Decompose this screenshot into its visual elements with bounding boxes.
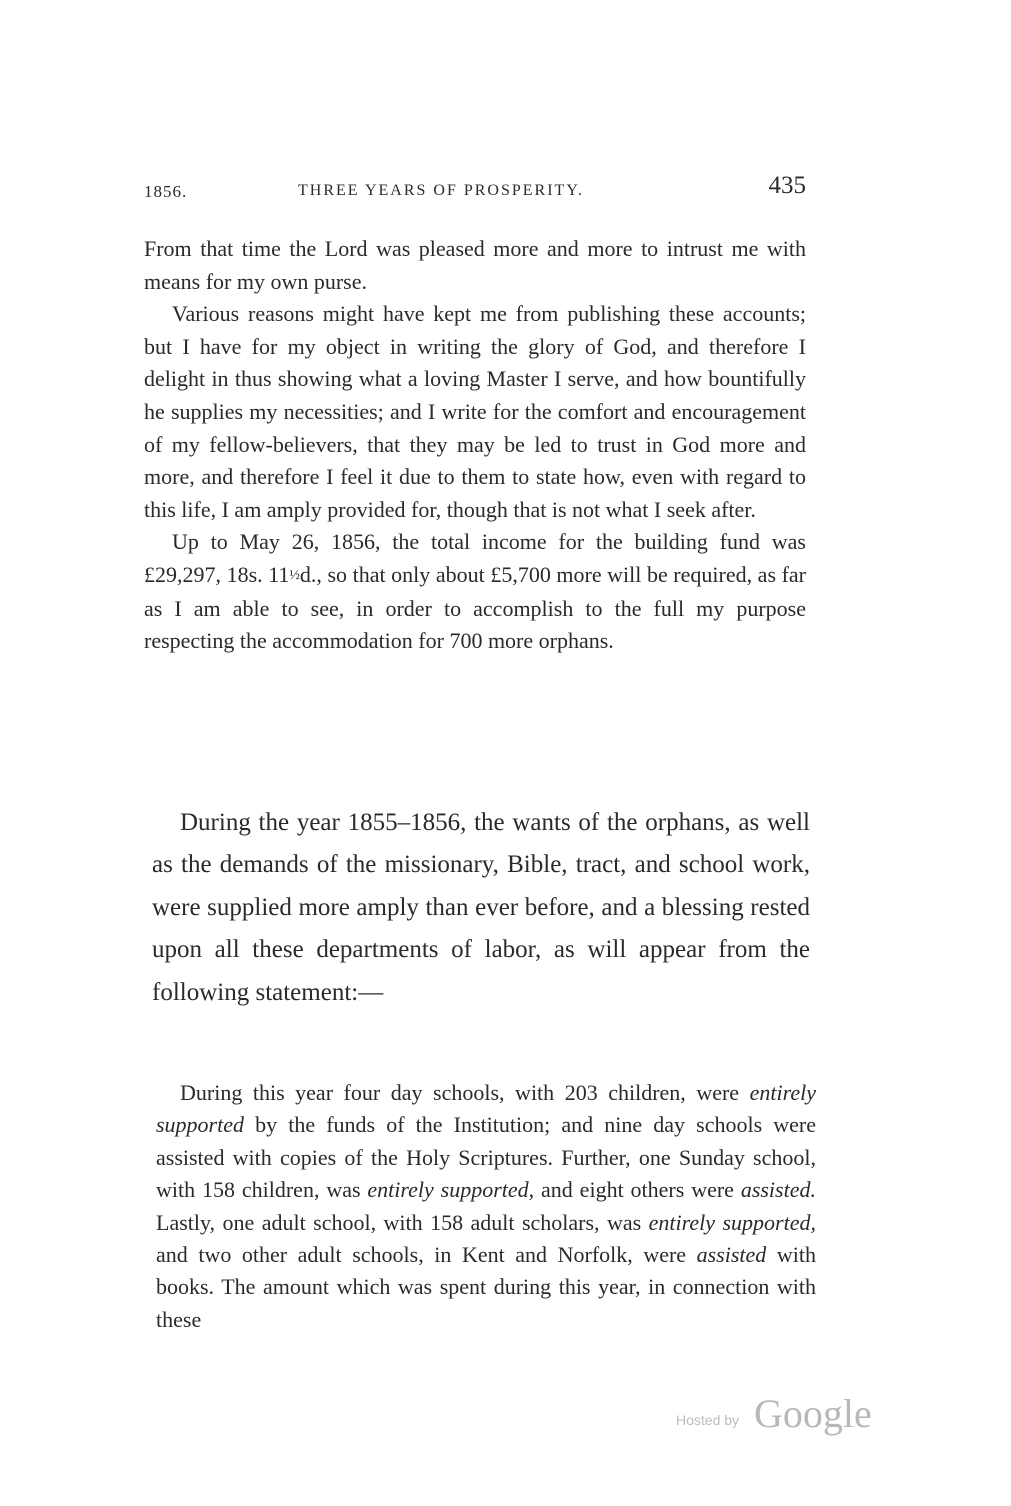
hosted-by-google-watermark bbox=[676, 1390, 896, 1440]
paragraph-schools bbox=[156, 1077, 816, 1336]
paragraph-reasons: Various reasons might have kept me from publishing these accounts; but I have for my object in writing the glory of God, and therefore I delight in thus showing what a loving Master I serve, and how bountifully he supplies my necessities; and I write for the comfort and encouragement of my fellow-believers, that they may be led to trust in God more and more, and therefore I feel it due to them to state how, even with regard to this life, I am amply provided for, though that is not what I seek after. bbox=[144, 301, 806, 522]
paragraph-year-summary: During the year 1855–1856, the wants of the orphans, as well as the demands of the missionary, Bible, tract, and school work, were supplied more amply than ever before, and a blessing rested upon all these departments of labor, as will appear from the following statement:— bbox=[152, 809, 810, 1006]
schools-text-2: by the funds of the Institution; and nine day schools were assisted with copies of the Holy Scriptures. Further, one Sunday school, with 158 children, was bbox=[156, 1112, 816, 1203]
paragraph-purse: From that time the Lord was pleased more and more to intrust me with means for my own purse. bbox=[144, 236, 806, 294]
schools-text-5: and two other adult schools, in Kent and Norfolk, were bbox=[156, 1242, 697, 1268]
fund-text-b: d., so that only about £5,700 more will be required, as far as I am able to see, in order to accomplish to the full my purpose respecting the accommodation for 700 more orphans. bbox=[144, 561, 806, 654]
schools-emphasis-4: entirely supported, bbox=[648, 1209, 816, 1235]
schools-emphasis-1: entirely supported bbox=[156, 1080, 816, 1138]
page-number: 435 bbox=[768, 172, 806, 199]
body-block-upper bbox=[144, 233, 806, 658]
header-title: THREE YEARS OF PROSPERITY. bbox=[298, 182, 584, 199]
schools-text-4: Lastly, one adult school, with 158 adult scholars, was bbox=[156, 1209, 649, 1235]
google-logo: Google bbox=[754, 1391, 872, 1436]
paragraph-building-fund bbox=[144, 526, 806, 657]
schools-emphasis-3: assisted. bbox=[740, 1177, 816, 1203]
schools-text-1: During this year four day schools, with 203 children, were bbox=[180, 1080, 750, 1105]
schools-emphasis-5: assisted bbox=[696, 1242, 767, 1268]
header-year: 1856. bbox=[144, 182, 188, 201]
schools-emphasis-2: entirely supported, bbox=[367, 1177, 535, 1203]
body-block-lower bbox=[156, 1077, 816, 1336]
schools-text-3: and eight others were bbox=[534, 1177, 741, 1203]
hosted-by-label: Hosted by bbox=[676, 1412, 740, 1428]
fund-fraction: ½ bbox=[289, 567, 300, 583]
schools-text-6: with books. The amount which was spent during this year, in connection with these bbox=[156, 1242, 816, 1332]
fund-text-a: Up to May 26, 1856, the total income for the building fund was £29,297, 18s. 11 bbox=[144, 529, 806, 587]
running-header bbox=[144, 170, 806, 206]
body-block-large bbox=[152, 802, 810, 1014]
